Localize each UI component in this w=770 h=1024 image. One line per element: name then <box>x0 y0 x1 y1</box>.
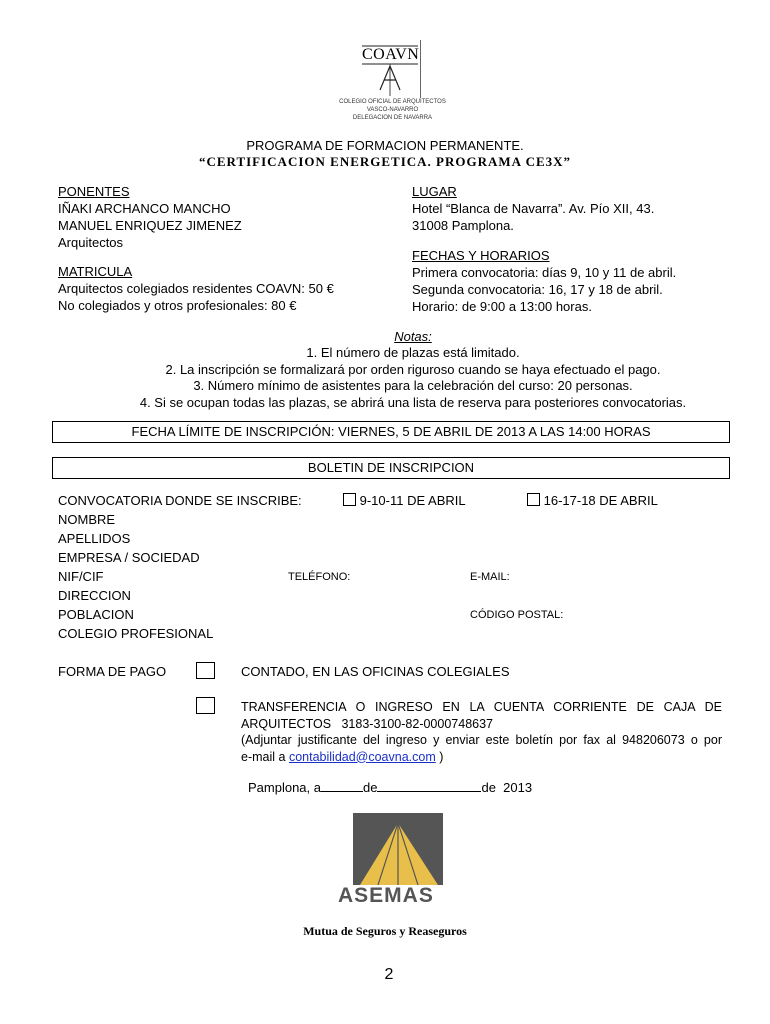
option-april-16-label: 16-17-18 DE ABRIL <box>543 493 658 508</box>
course-title: “CERTIFICACION ENERGETICA. PROGRAMA CE3X” <box>198 154 572 169</box>
page-number: 2 <box>384 966 394 983</box>
asemas-logo <box>338 813 448 913</box>
org-line-3: DELEGACION DE NAVARRA <box>352 115 433 121</box>
signature-line <box>248 780 532 796</box>
field-email[interactable]: E-MAIL: <box>470 571 510 583</box>
fechas-heading: FECHAS Y HORARIOS <box>412 248 550 263</box>
signature-de-1: de <box>363 780 378 795</box>
pago-contado: CONTADO, EN LAS OFICINAS COLEGIALES <box>241 664 510 679</box>
option-april-16[interactable] <box>527 493 658 509</box>
ponente-1: IÑAKI ARCHANCO MANCHO <box>58 201 231 216</box>
option-april-9[interactable] <box>343 493 466 509</box>
deadline-text: FECHA LÍMITE DE INSCRIPCIÓN: VIERNES, 5 DE ABRIL DE 2013 A LAS 14:00 HORAS <box>131 424 651 439</box>
notas-heading: Notas: <box>394 329 432 344</box>
field-poblacion[interactable]: POBLACION <box>58 607 134 622</box>
field-colegio[interactable]: COLEGIO PROFESIONAL <box>58 626 214 641</box>
fechas-primera: Primera convocatoria: días 9, 10 y 11 de abril. <box>412 265 677 280</box>
coavn-logo <box>360 40 421 98</box>
ponentes-role: Arquitectos <box>58 235 124 250</box>
lugar-hotel: Hotel “Blanca de Navarra”. Av. Pío XII, 43. <box>412 201 655 216</box>
convocatoria-label: CONVOCATORIA DONDE SE INSCRIBE: <box>58 493 302 508</box>
field-nif[interactable]: NIF/CIF <box>58 569 104 584</box>
field-nombre[interactable]: NOMBRE <box>58 512 116 527</box>
pago-transferencia-note: (Adjuntar justificante del ingreso y enviar este boletín por fax al 948206073 o por <box>241 733 722 747</box>
field-telefono[interactable]: TELÉFONO: <box>288 571 351 583</box>
checkbox-contado[interactable] <box>196 662 215 679</box>
lugar-heading: LUGAR <box>412 184 457 199</box>
pago-transferencia-email-line: e-mail a contabilidad@coavna.com ) <box>241 749 444 764</box>
asemas-tagline: Mutua de Seguros y Reaseguros <box>303 924 467 938</box>
signature-year: 2013 <box>503 780 533 795</box>
signature-city: Pamplona, a <box>248 780 321 795</box>
matricula-heading: MATRICULA <box>58 264 133 279</box>
boletin-title-box <box>52 457 730 479</box>
matricula-colegiados: Arquitectos colegiados residentes COAVN: 50 € <box>58 281 334 296</box>
deadline-box <box>52 421 730 443</box>
field-empresa[interactable]: EMPRESA / SOCIEDAD <box>58 550 200 565</box>
nota-4: 4. Si se ocupan todas las plazas, se abrirá una lista de reserva para posteriores convocatorias. <box>139 394 687 410</box>
ponente-2: MANUEL ENRIQUEZ JIMENEZ <box>58 218 242 233</box>
field-codigo-postal[interactable]: CÓDIGO POSTAL: <box>470 609 564 621</box>
option-april-9-label: 9-10-11 DE ABRIL <box>359 493 466 508</box>
signature-de-2: de <box>481 780 496 795</box>
checkbox-april-16[interactable] <box>527 493 540 506</box>
field-direccion[interactable]: DIRECCION <box>58 588 131 603</box>
boletin-title: BOLETIN DE INSCRIPCION <box>307 460 475 475</box>
checkbox-april-9[interactable] <box>343 493 356 506</box>
email-link[interactable]: contabilidad@coavna.com <box>288 749 436 764</box>
checkbox-transferencia[interactable] <box>196 697 215 714</box>
asemas-logo-icon <box>338 813 448 893</box>
field-apellidos[interactable]: APELLIDOS <box>58 531 131 546</box>
fechas-horario: Horario: de 9:00 a 13:00 horas. <box>412 299 592 314</box>
lugar-city: 31008 Pamplona. <box>412 218 514 233</box>
program-title: PROGRAMA DE FORMACION PERMANENTE. <box>246 138 524 153</box>
pago-transferencia-account: ARQUITECTOS 3183-3100-82-0000748637 <box>241 716 494 731</box>
logo-text: COAVN <box>362 46 420 63</box>
org-line-1: COLEGIO OFICIAL DE ARQUITECTOS <box>339 99 446 105</box>
ponentes-heading: PONENTES <box>58 184 130 199</box>
org-line-2: VASCO-NAVARRO <box>366 107 419 113</box>
pago-transferencia-line1: TRANSFERENCIA O INGRESO EN LA CUENTA CORRIENTE DE CAJA DE <box>241 700 722 714</box>
nota-1: 1. El número de plazas está limitado. <box>306 345 520 360</box>
fechas-segunda: Segunda convocatoria: 16, 17 y 18 de abril. <box>412 282 663 297</box>
pago-label: FORMA DE PAGO <box>58 664 167 679</box>
nota-3: 3. Número mínimo de asistentes para la celebración del curso: 20 personas. <box>193 378 633 393</box>
nota-2: 2. La inscripción se formalizará por orden riguroso cuando se haya efectuado el pago. <box>165 361 661 377</box>
matricula-no-colegiados: No colegiados y otros profesionales: 80 € <box>58 298 297 313</box>
asemas-name: ASEMAS <box>338 884 434 907</box>
